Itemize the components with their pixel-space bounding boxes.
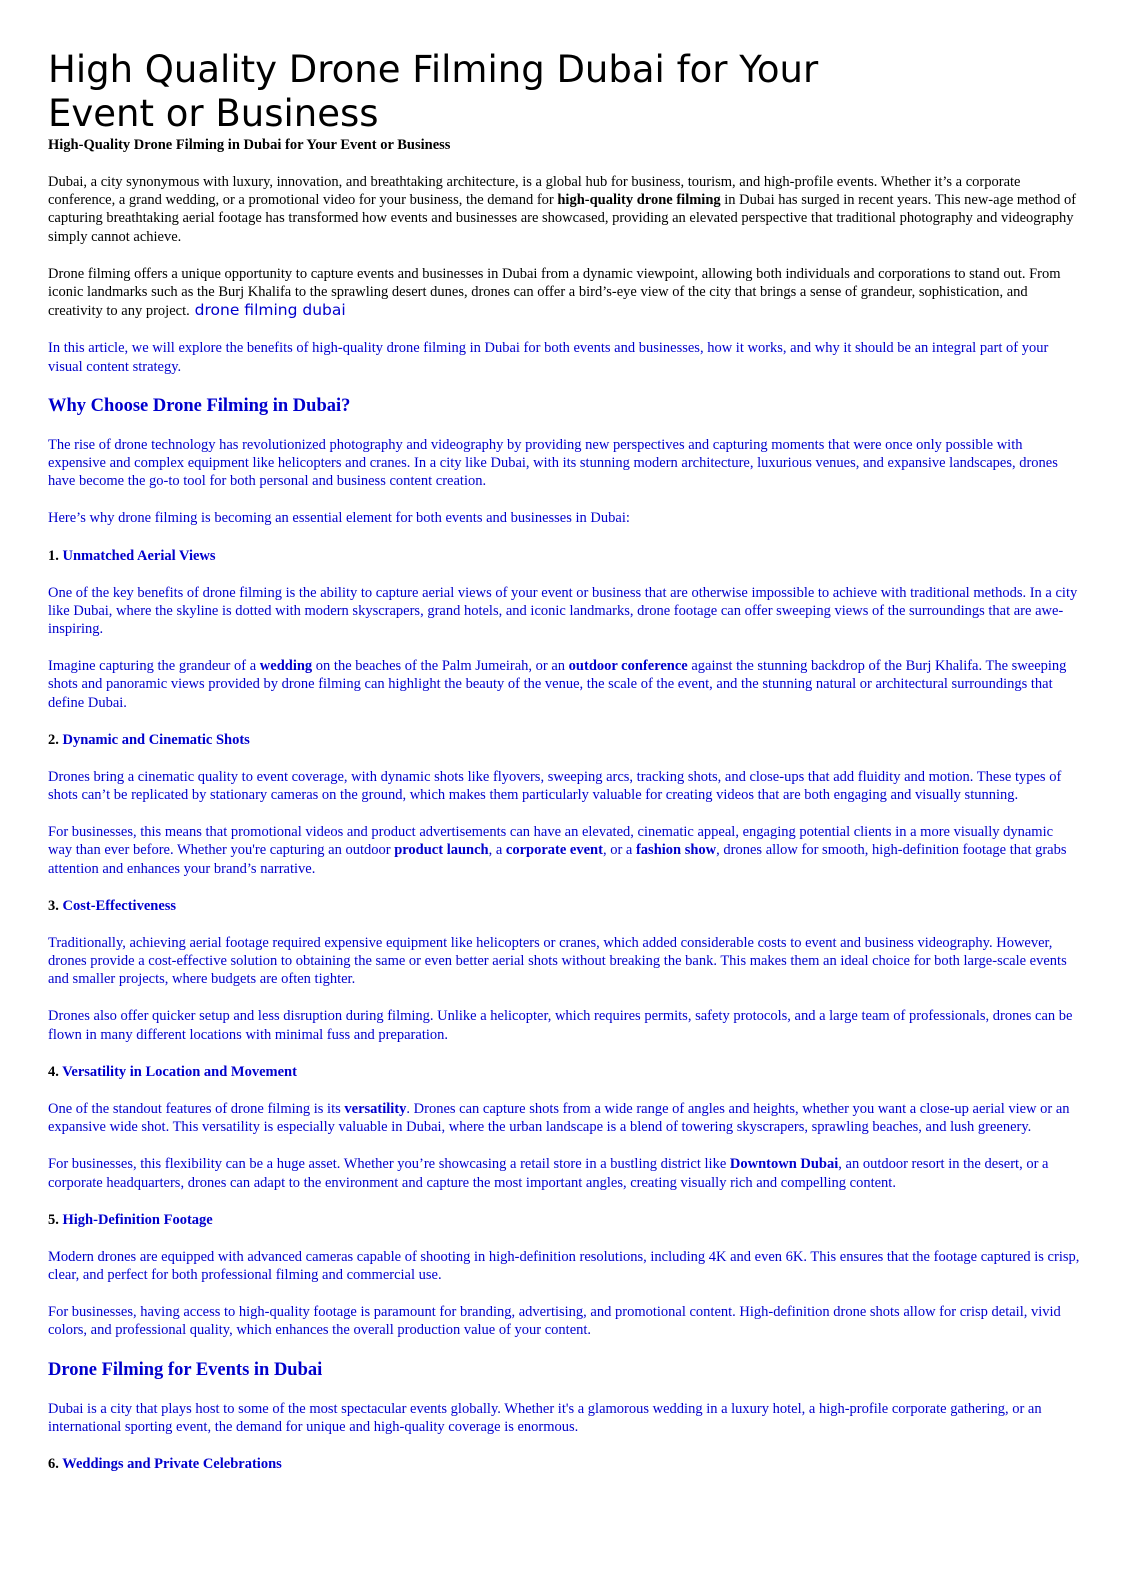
s4p2-bold-downtown-dubai: Downtown Dubai <box>729 1156 839 1173</box>
page-title: High Quality Drone Filming Dubai for Your Event or Business <box>48 48 819 135</box>
intro-p2-text: Drone filming offers a unique opportunity to capture events and businesses in Dubai from a dynamic viewpoint, allowing both individuals and corporations to stand out. From iconic landmarks such as the Burj Khalifa to the sprawling desert dunes, drones can offer a bird’s-eye view of the city that brings a sense of grandeur, sophistication, and creativity to any project. <box>48 265 1061 320</box>
section-1-paragraph-1: One of the key benefits of drone filming is the ability to capture aerial views of your event or business that are otherwise impossible to achieve with traditional methods. In a city like Dubai, where the skyline is dotted with modern skyscrapers, grand hotels, and iconic landmarks, drone footage can offer sweeping views of the surroundings that are awe-inspiring. <box>48 584 1078 638</box>
section-1-heading <box>48 547 1080 565</box>
section-6-heading <box>48 1455 1080 1473</box>
why-heading: Why Choose Drone Filming in Dubai? <box>48 395 351 416</box>
intro-paragraph-1 <box>48 173 1080 246</box>
section-2-heading <box>48 731 1080 749</box>
intro-paragraph-2 <box>48 265 1080 321</box>
drone-filming-dubai-link[interactable]: drone filming dubai <box>189 301 346 320</box>
section-5-title: High-Definition Footage <box>62 1211 213 1228</box>
intro-p1-text-b: in Dubai has surged in recent years. This new-age method of capturing breathtaking aerial footage has transformed how events and businesses are showcased, providing an elevated perspective that traditional photography and videography simply cannot achieve. <box>48 192 1077 245</box>
section-4-paragraph-1 <box>48 1100 1080 1136</box>
section-2-title: Dynamic and Cinematic Shots <box>62 731 250 748</box>
why-paragraph-2: Here’s why drone filming is becoming an essential element for both events and businesses in Dubai: <box>48 510 630 527</box>
section-3-heading <box>48 897 1080 915</box>
section-6-title: Weddings and Private Celebrations <box>62 1455 282 1472</box>
s1p2-a: Imagine capturing the grandeur of a <box>48 658 260 675</box>
section-5-paragraph-1: Modern drones are equipped with advanced cameras capable of shooting in high-definition resolutions, including 4K and even 6K. This ensures that the footage captured is crisp, clear, and perfect for both professional filming and commercial use. <box>48 1248 1080 1283</box>
document-page <box>48 48 1080 1492</box>
section-5-paragraph-2: For businesses, having access to high-quality footage is paramount for branding, advertising, and promotional content. High-definition drone shots allow for crisp detail, vivid colors, and professional quality, which enhances the overall production value of your content. <box>48 1304 1061 1339</box>
s2p2-a: For businesses, this means that promotional videos and product advertisements can have an elevated, cinematic appeal, engaging potential clients in a more visually dynamic way than ever before. Whether you're capturing an outdoor <box>48 824 1054 859</box>
section-5-heading <box>48 1211 1080 1229</box>
section-1-number: 1. <box>48 547 59 564</box>
s2p2-bold-fashion-show: fashion show <box>635 842 717 859</box>
intro-p1-bold: high-quality drone filming <box>557 192 721 209</box>
section-2-paragraph-1: Drones bring a cinematic quality to event coverage, with dynamic shots like flyovers, sweeping arcs, tracking shots, and close-ups that add fluidity and motion. These types of shots can’t be replicated by stationary cameras on the ground, which makes them particularly valuable for creating videos that are both engaging and visually stunning. <box>48 768 1062 804</box>
s1p2-c: against the stunning backdrop of the Burj Khalifa. The sweeping shots and panoramic views provided by drone filming can highlight the beauty of the venue, the scale of the event, and the stunning natural or architectural surroundings that define Dubai. <box>48 658 1067 711</box>
section-3-title: Cost-Effectiveness <box>62 897 177 914</box>
events-heading: Drone Filming for Events in Dubai <box>48 1359 323 1380</box>
intro-p1-text-a: Dubai, a city synonymous with luxury, innovation, and breathtaking architecture, is a global hub for business, tourism, and high-profile events. Whether it’s a corporate conference, a grand wedding, or a promotional video for your business, the demand for <box>48 174 1021 209</box>
s4p2-a: For businesses, this flexibility can be a huge asset. Whether you’re showcasing a retail store in a bustling district like <box>48 1156 730 1173</box>
s2p2-d: , drones allow for smooth, high-definition footage that grabs attention and enhances your brand’s narrative. <box>48 842 1067 877</box>
section-1-paragraph-2 <box>48 657 1080 712</box>
page-subtitle: High-Quality Drone Filming in Dubai for Your Event or Business <box>48 137 451 153</box>
section-4-number: 4. <box>48 1063 59 1080</box>
section-1-title: Unmatched Aerial Views <box>62 547 216 564</box>
s4p2-b: , an outdoor resort in the desert, or a corporate headquarters, drones can adapt to the environment and capture the most important angles, creating visually rich and compelling content. <box>48 1156 1049 1191</box>
intro-paragraph-3: In this article, we will explore the benefits of high-quality drone filming in Dubai for both events and businesses, how it works, and why it should be an integral part of your visual content strategy. <box>48 340 1049 375</box>
why-paragraph-1: The rise of drone technology has revolutionized photography and videography by providing new perspectives and capturing moments that were once only possible with expensive and complex equipment like helicopters and cranes. In a city like Dubai, with its stunning modern architecture, luxurious venues, and expansive landscapes, drones have become the go-to tool for both personal and business content creation. <box>48 436 1058 490</box>
section-3-paragraph-2: Drones also offer quicker setup and less disruption during filming. Unlike a helicopter, which requires permits, safety protocols, and a large team of professionals, drones can be flown in many different locations with minimal fuss and preparation. <box>48 1008 1073 1043</box>
s1p2-b: on the beaches of the Palm Jumeirah, or an <box>312 658 569 675</box>
s2p2-c: , or a <box>602 842 636 859</box>
section-6-number: 6. <box>48 1455 59 1472</box>
s4p1-a: One of the standout features of drone filming is its <box>48 1100 345 1117</box>
s2p2-bold-product-launch: product launch <box>394 842 489 859</box>
section-2-paragraph-2 <box>48 823 1080 878</box>
s2p2-b: , a <box>488 842 506 859</box>
s1p2-bold-wedding: wedding <box>259 658 313 675</box>
section-3-paragraph-1: Traditionally, achieving aerial footage required expensive equipment like helicopters or cranes, which added considerable costs to event and business videography. However, drones provide a cost-effective solution to obtaining the same or even better aerial shots without breaking the bank. This makes them an ideal choice for both large-scale events and smaller projects, where budgets are often tighter. <box>48 934 1067 988</box>
s1p2-bold-outdoor-conference: outdoor conference <box>568 658 688 675</box>
section-4-heading <box>48 1063 1080 1081</box>
section-3-number: 3. <box>48 897 59 914</box>
s4p1-bold-versatility: versatility <box>344 1100 407 1117</box>
s4p1-b: . Drones can capture shots from a wide range of angles and heights, whether you want a close-up aerial view or an expansive wide shot. This versatility is especially valuable in Dubai, where the urban landscape is a blend of towering skyscrapers, sprawling beaches, and lush greenery. <box>48 1100 1070 1136</box>
section-4-title: Versatility in Location and Movement <box>62 1063 297 1080</box>
events-paragraph-1: Dubai is a city that plays host to some of the most spectacular events globally. Whether it's a glamorous wedding in a luxury hotel, a high-profile corporate gathering, or an international sporting event, the demand for unique and high-quality coverage is enormous. <box>48 1400 1042 1435</box>
s2p2-bold-corporate-event: corporate event <box>505 842 603 859</box>
section-2-number: 2. <box>48 731 59 748</box>
section-5-number: 5. <box>48 1211 59 1228</box>
section-4-paragraph-2 <box>48 1155 1080 1191</box>
